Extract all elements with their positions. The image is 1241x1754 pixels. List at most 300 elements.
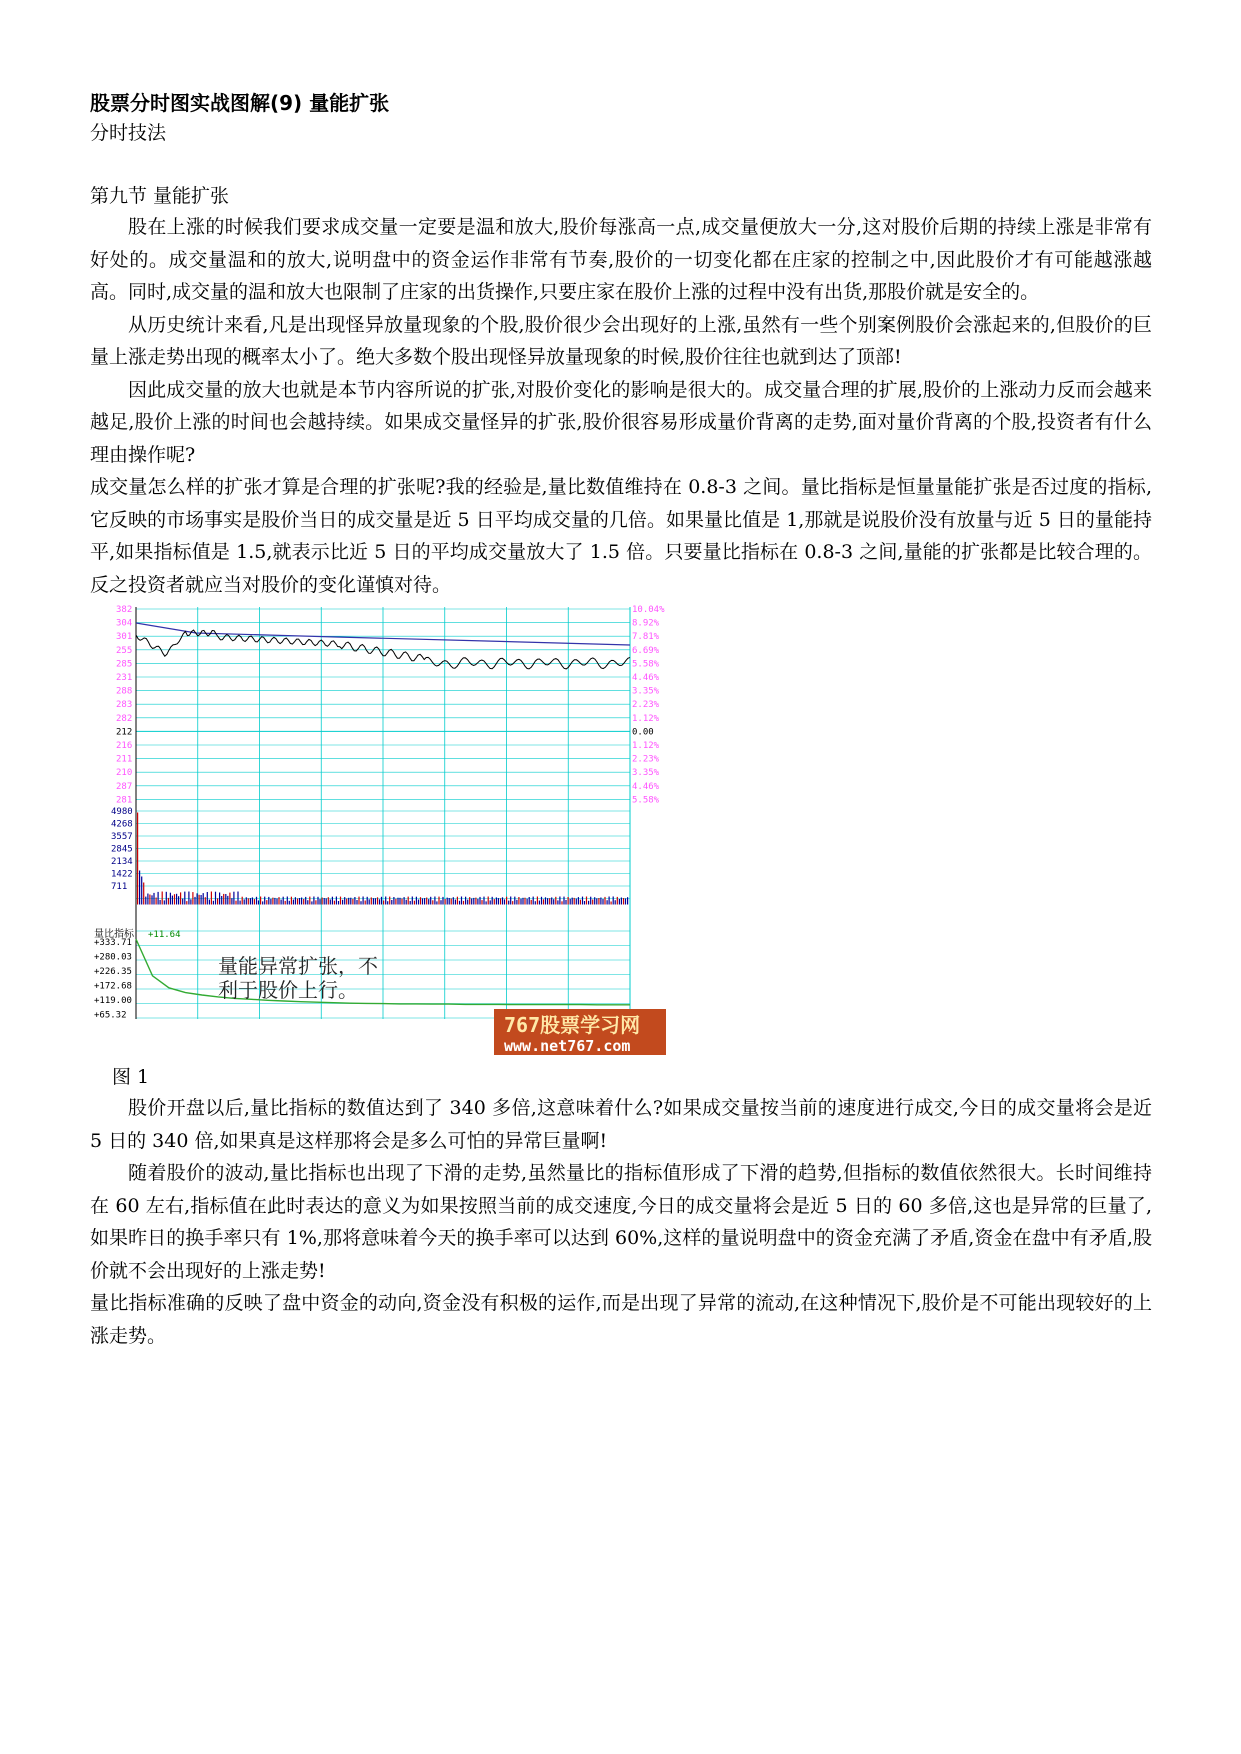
volume-bar [248,898,249,904]
doc-title: 股票分时图实战图解(9) 量能扩张 [90,91,390,115]
volume-bar [250,898,251,904]
volume-bar [205,897,206,904]
paragraph-6: 随着股价的波动,量比指标也出现了下滑的走势,虽然量比的指标值形成了下滑的趋势,但指标的数值依然很大。长时间维持在 60 左右,指标值在此时表达的意义为如果按照当前的成交速度,今日的成交量将会是近 5 日的 60 多倍,这也是异常的巨量了,如果昨日的换手率只有 1%,那将意味着今天的换手率可以达到 60%,这样的量说明盘中的资金充满了矛盾,资金在盘中有矛盾,股价就不会出现好的上涨走势! [90,1162,1152,1282]
volume-bar [322,898,323,905]
price-tick-right: 0.00 [632,727,654,738]
intraday-chart [90,605,736,1056]
price-tick-right: 3.35% [632,686,660,697]
volume-bar [619,899,620,905]
volume-bar [531,900,532,905]
volume-bar [354,897,355,905]
price-tick-left: 211 [116,754,133,765]
volume-bar [486,901,487,904]
volume-bar [305,897,306,905]
volume-bar [375,898,376,904]
volume-bar [369,899,370,904]
volume-bar [225,894,226,905]
annotation-line-1: 量能异常扩张，不 [218,954,378,978]
volume-bar [283,897,284,905]
price-tick-right: 1.12% [632,713,660,724]
volume-bar [399,898,400,905]
volume-bar [512,901,513,904]
volume-bar [506,897,507,905]
volume-bar [194,897,195,905]
watermark-url: www.net767.com [504,1037,631,1055]
volume-bar [311,901,312,904]
volume-bar [602,899,603,905]
volume-bar [149,895,150,905]
volume-bar [137,813,138,905]
volume-bar [365,901,366,905]
price-tick-left: 212 [116,727,133,738]
price-tick-left: 216 [116,741,133,751]
volume-bar [168,898,169,905]
volume-bar [237,892,238,905]
volume-bar [387,901,388,904]
volume-bar [371,897,372,904]
volume-bar [430,897,431,905]
volume-bar [559,897,560,905]
volume-tick: 2845 [111,844,133,855]
volume-bar [477,899,478,905]
volume-bar [291,897,292,905]
volume-bar [600,898,601,905]
price-tick-left: 304 [116,618,133,629]
volume-bar [561,901,562,904]
volume-bar [401,899,402,905]
price-tick-right: 4.46% [632,673,660,683]
volume-bar [299,898,300,905]
volume-bar [217,898,218,904]
ratio-tick: +280.03 [94,952,132,963]
volume-bar [258,900,259,904]
price-tick-left: 210 [116,768,133,779]
volume-bar [356,900,357,905]
volume-bar [377,897,378,904]
volume-bar [473,898,474,905]
volume-bar [379,899,380,904]
volume-bar [483,897,484,905]
price-tick-right: 4.46% [632,781,660,792]
volume-bar [426,898,427,905]
volume-bar [563,897,564,905]
volume-bar [535,901,536,904]
volume-bar [278,897,279,904]
volume-bar [385,897,386,905]
volume-bar [455,900,456,905]
volume-bar [324,898,325,905]
volume-bar [192,892,193,904]
volume-bar [420,897,421,904]
volume-bar [186,901,187,904]
volume-bar [342,900,343,905]
volume-bar [313,897,314,905]
price-tick-left: 285 [116,659,133,670]
price-tick-right: 6.69% [632,645,660,656]
volume-bar [143,883,144,905]
volume-bar [609,897,610,905]
volume-bar [184,892,185,905]
volume-bar [260,897,261,905]
volume-bar [268,897,269,905]
price-tick-right: 2.23% [632,754,660,765]
volume-bar [383,901,384,905]
volume-bar [287,897,288,905]
volume-bar [393,897,394,905]
ratio-tick: +226.35 [94,967,132,977]
price-tick-right: 7.81% [632,632,660,643]
volume-bar [488,897,489,905]
volume-bar [465,897,466,905]
volume-bar [568,897,569,905]
volume-bar [180,892,181,904]
volume-bar [572,898,573,905]
volume-bar [414,901,415,905]
volume-bar [598,898,599,905]
volume-bar [617,897,618,905]
volume-bar [344,897,345,904]
volume-bar [233,892,234,905]
volume-bar [164,900,165,904]
volume-bar [586,897,587,905]
volume-bar [449,898,450,905]
volume-bar [469,897,470,904]
ratio-ticks [94,938,132,1021]
volume-bar [412,897,413,905]
volume-bar [328,897,329,904]
volume-bar [461,897,462,905]
volume-bar [553,899,554,904]
volume-bar [391,900,392,905]
paragraph-1: 股在上涨的时候我们要求成交量一定要是温和放大,股价每涨高一点,成交量便放大一分,这对股价后期的持续上涨是非常有好处的。成交量温和的放大,说明盘中的资金运作非常有节奏,股价的一切变化都在庄家的控制之中,因此股价才有可能越涨越高。同时,成交量的温和放大也限制了庄家的出货操作,只要庄家在股价上涨的过程中没有出货,那股价就是安全的。 [90,216,1152,303]
price-tick-left: 287 [116,781,133,792]
chart-grid [136,607,630,1019]
volume-bar [576,899,577,905]
volume-bar [498,898,499,904]
volume-bar [580,900,581,905]
volume-bar [459,901,460,905]
volume-bar [301,898,302,905]
volume-bar [514,897,515,905]
price-tick-left: 255 [116,645,133,656]
volume-bar [438,897,439,905]
volume-bar [529,897,530,905]
volume-bar [584,901,585,905]
volume-bar [397,898,398,905]
volume-bar [297,899,298,905]
volume-bar [326,898,327,904]
price-tick-left: 281 [116,795,133,806]
paragraph-5: 股价开盘以后,量比指标的数值达到了 340 多倍,这意味着什么?如果成交量按当前的速度进行成交,今日的成交量将会是近 5 日的 340 倍,如果真是这样那将会是多么可怕的异常巨量啊! [90,1097,1152,1152]
price-tick-right: 1.12% [632,741,660,751]
volume-bar [201,895,202,905]
paragraph-4: 成交量怎么样的扩张才算是合理的扩张呢?我的经验是,量比数值维持在 0.8-3 之间。量比指标是恒量量能扩张是否过度的指标,它反映的市场事实是股价当日的成交量是近 5 日平均成交量的几倍。如果量比值是 1,那就是说股价没有放量与近 5 日的量能持平,如果指标值是 1.5,就表示比近 5 日的平均成交量放大了 1.5 倍。只要量比指标在 0.8-3 之间,量能的扩张都是比较合理的。反之投资者就应当对股价的变化谨慎对待。 [90,476,1152,596]
volume-bar [594,897,595,904]
volume-bar [240,901,241,905]
volume-bar [524,898,525,905]
volume-bar [502,897,503,904]
volume-bar [590,897,591,905]
volume-bar [611,902,612,905]
volume-bar [442,897,443,905]
volume-bar [527,899,528,905]
ratio-current-value: +11.64 [148,930,181,940]
volume-bar [627,897,628,904]
volume-bar [453,897,454,904]
volume-bar [408,897,409,905]
ratio-tick: +65.32 [94,1010,127,1021]
volume-bar [203,893,204,904]
volume-bar [223,894,224,905]
volume-bar [270,899,271,905]
volume-bar [303,899,304,905]
volume-bar [266,900,267,904]
volume-bar [178,896,179,904]
volume-bar [582,897,583,905]
volume-bar [242,897,243,905]
volume-bar [272,898,273,905]
volume-bar [156,898,157,905]
price-tick-right: 5.58% [632,659,660,670]
volume-bar [295,897,296,904]
volume-tick: 3557 [111,832,133,842]
figure-1 [90,605,736,1056]
volume-bar [162,892,163,905]
price-right-ticks [632,605,665,805]
volume-bar [147,894,148,905]
volume-bar [623,898,624,905]
watermark-title: 767股票学习网 [504,1013,641,1037]
volume-bar [141,877,142,905]
volume-bar [555,897,556,905]
volume-bar [160,900,161,905]
volume-tick: 4980 [111,807,133,817]
volume-bar [264,897,265,905]
volume-bar [197,893,198,904]
volume-bar [539,901,540,905]
price-left-ticks [116,605,132,805]
volume-bar [615,900,616,904]
volume-bar [350,898,351,905]
volume-bar [510,897,511,905]
volume-bar [231,898,232,904]
volume-bar [416,897,417,905]
volume-bar [285,901,286,905]
ratio-tick: +172.68 [94,981,132,992]
volume-bar [381,897,382,905]
paragraph-2: 从历史统计来看,凡是出现怪异放量现象的个股,股价很少会出现好的上涨,虽然有一些个别案例股价会涨起来的,但股价的巨量上涨走势出现的概率太小了。绝大多数个股出现怪异放量现象的时候,股价往往也就到达了顶部! [90,313,1152,368]
price-tick-left: 231 [116,673,133,683]
section-heading: 第九节 量能扩张 [90,185,230,207]
annotation-line-2: 利于股价上行。 [218,978,358,1002]
volume-bar [494,899,495,904]
volume-bar [604,897,605,905]
volume-bar [207,892,208,905]
volume-bar [424,898,425,904]
volume-tick: 2134 [111,857,133,867]
volume-bar [434,897,435,905]
volume-bar [172,896,173,905]
volume-bar [166,892,167,905]
volume-bar [457,897,458,905]
volume-bar [410,901,411,905]
volume-bar [334,901,335,905]
price-tick-right: 10.04% [632,605,665,615]
volume-bar [352,899,353,905]
volume-bar [360,901,361,904]
volume-bar [496,897,497,904]
volume-bar [574,898,575,905]
volume-bar [520,899,521,905]
volume-tick: 1422 [111,869,133,880]
volume-bar [543,899,544,904]
volume-bar [315,900,316,904]
volume-bar [332,897,333,905]
volume-bar [607,900,608,904]
volume-bar [522,898,523,905]
volume-bar [592,900,593,905]
volume-bar [504,899,505,904]
volume-bar [244,899,245,904]
volume-bar [188,892,189,905]
volume-bar [428,899,429,904]
price-tick-right: 8.92% [632,618,660,629]
paragraph-7: 量比指标准确的反映了盘中资金的动向,资金没有积极的运作,而是出现了异常的流动,在这种情况下,股价是不可能出现较好的上涨走势。 [90,1292,1152,1347]
volume-bar [551,897,552,904]
volume-bar [176,894,177,905]
volume-bar [479,897,480,905]
volume-bar [151,895,152,904]
volume-bar [373,898,374,904]
volume-bar [389,897,390,905]
volume-bar [252,897,253,904]
volume-bar [170,893,171,905]
price-tick-left: 301 [116,632,133,643]
volume-bar [158,892,159,905]
volume-bar [309,897,310,905]
volume-bar [293,900,294,905]
volume-bar [471,899,472,905]
volume-bar [578,897,579,904]
volume-bar [199,895,200,905]
volume-bar [436,901,437,904]
doc-subtitle: 分时技法 [90,122,167,144]
volume-bar [340,897,341,905]
volume-bar [549,898,550,904]
volume-bar [319,899,320,904]
volume-bar [348,898,349,905]
volume-bar [209,900,210,905]
volume-bar [307,900,308,904]
volume-bar [153,893,154,905]
volume-bar [547,898,548,904]
volume-bar [451,899,452,905]
volume-bar [213,901,214,905]
figure-caption: 图 1 [112,1066,150,1088]
volume-bar [490,900,491,904]
volume-bar [518,897,519,905]
volume-bar [492,897,493,905]
price-tick-right: 5.58% [632,795,660,806]
volume-bar [346,899,347,905]
volume-bar [317,897,318,905]
volume-bar [447,898,448,905]
price-tick-left: 283 [116,700,133,711]
volume-bar [481,900,482,904]
volume-bar [537,897,538,905]
price-tick-left: 282 [116,713,133,724]
volume-bar [139,871,140,905]
volume-bar [565,900,566,905]
price-tick-right: 2.23% [632,700,660,711]
volume-bar [219,893,220,905]
volume-bar [229,893,230,905]
volume-bar [596,898,597,904]
volume-bar [281,900,282,905]
volume-bar [445,899,446,905]
price-tick-left: 382 [116,605,133,615]
volume-bar [190,899,191,904]
ratio-tick: +333.71 [94,938,132,948]
volume-bar [613,897,614,905]
volume-bar [254,899,255,904]
volume-bar [570,899,571,905]
volume-bar [211,892,212,905]
volume-bar [174,894,175,904]
volume-bar [508,901,509,905]
volume-bar [256,897,257,905]
ratio-tick: +119.00 [94,996,132,1006]
volume-bar [418,900,419,905]
volume-bar [336,897,337,905]
volume-bar [289,901,290,905]
volume-bar [262,901,263,904]
volume-bar [215,892,216,905]
volume-bar [227,896,228,905]
volume-bar [422,898,423,904]
volume-bar [557,900,558,904]
volume-bar [516,900,517,905]
volume-bar [358,897,359,905]
paragraph-3: 因此成交量的放大也就是本节内容所说的扩张,对股价变化的影响是很大的。成交量合理的扩展,股价的上涨动力反而会越来越足,股价上涨的时间也会越持续。如果成交量怪异的扩张,股价很容易形成量价背离的走势,面对量价背离的个股,投资者有什么理由操作呢? [90,378,1152,466]
volume-bar [363,897,364,905]
volume-bar [338,901,339,905]
volume-bar [432,900,433,904]
volume-bar [621,898,622,905]
price-tick-right: 3.35% [632,768,660,779]
volume-bar [395,899,396,905]
volume-bar [545,897,546,904]
document-page [90,88,1152,1352]
volume-ticks [111,807,133,892]
volume-bar [246,897,247,904]
volume-bar [330,900,331,905]
volume-bar [625,898,626,904]
volume-bar [533,897,534,905]
volume-bar [541,897,542,905]
volume-bar [221,896,222,905]
volume-bar [367,897,368,905]
volume-bar [440,900,441,904]
volume-bar [235,901,236,905]
volume-tick: 711 [111,882,128,892]
volume-bar [588,901,589,905]
volume-bar [406,900,407,905]
volume-bar [463,901,464,905]
volume-bar [500,898,501,904]
volume-bar [145,897,146,905]
price-tick-left: 288 [116,686,133,697]
